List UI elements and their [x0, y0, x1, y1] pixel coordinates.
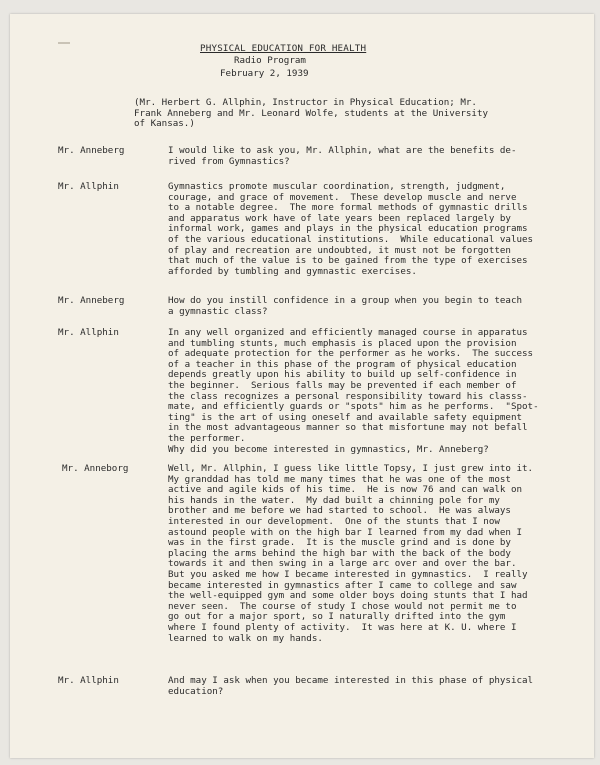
page-title: PHYSICAL EDUCATION FOR HEALTH: [200, 43, 367, 54]
page-subtitle: Radio Program: [234, 55, 306, 66]
speech-text: In any well organized and efficiently managed course in apparatus and tumbling stunts, much emphasis is placed upon the provision of adequate protection for the performer as he works. The success of a teacher in this phase of the program of physical education depends greatly upon his ability to build up self-confidence in the beginner. Serious falls may be prevented if each member of the class recognizes a personal responsibility toward his classs- mate, and efficiently guards or "spots" him as he performs. "Spot- ting" is the art of using oneself and available safety equipment in the most advantageous manner so that misfortune may not befall the performer. Why did you become interested in gymnastics, Mr. Anneberg?: [168, 327, 539, 455]
speech-text: How do you instill confidence in a group when you begin to teach a gymnastic class?: [168, 295, 523, 317]
paper-mark: [58, 42, 70, 44]
speech-text: Gymnastics promote muscular coordination, strength, judgment, courage, and grace of movement. These develop muscle and nerve to a notable degree. The more formal methods of gymnastic drills and apparatus work have of late years been replaced largely by informal work, games and plays in the physical education programs of the various educational institutions. While educational values of play and recreation are undoubted, it must not be forgotten that much of the value is to be gained from the type of exercises afforded by tumbling and gymnastic exercises.: [168, 181, 534, 277]
speaker-label: Mr. Allphin: [58, 327, 119, 338]
speaker-label: Mr. Allphin: [58, 181, 119, 192]
speech-text: Well, Mr. Allphin, I guess like little Topsy, I just grew into it. My granddad has told me many times that he was one of the most active and agile kids of his time. He is now 76 and can walk on his hands in the water. My dad built a chinning pole for my brother and me before we had started to school. He was always interested in our development. One of the stunts that I now astound people with on the high bar I learned from my dad when I was in the first grade. It is the muscle grind and is done by placing the arms behind the high bar with the back of the body towards it and then swing in a large arc over and over the bar. But you asked me how I became interested in gymnastics. I really became interested in gymnastics after I came to college and saw the well-equipped gym and some older boys doing stunts that I had never seen. The course of study I chose would not permit me to go out for a major sport, so I naturally drifted into the gym where I found plenty of activity. It was here at K. U. where I learned to walk on my hands.: [168, 463, 534, 644]
speaker-label: Mr. Allphin: [58, 675, 119, 686]
document-page: [10, 14, 594, 758]
intro-paragraph: (Mr. Herbert G. Allphin, Instructor in Physical Education; Mr. Frank Anneberg and Mr. Leonard Wolfe, students at the University of Kansas.): [134, 97, 489, 130]
speech-text: I would like to ask you, Mr. Allphin, what are the benefits de- rived from Gymnastics?: [168, 145, 517, 167]
speaker-label: Mr. Anneberg: [58, 295, 125, 306]
speech-text: And may I ask when you became interested in this phase of physical education?: [168, 675, 534, 697]
speaker-label: Mr. Anneborg: [62, 463, 129, 474]
page-date: February 2, 1939: [220, 68, 309, 79]
speaker-label: Mr. Anneberg: [58, 145, 125, 156]
